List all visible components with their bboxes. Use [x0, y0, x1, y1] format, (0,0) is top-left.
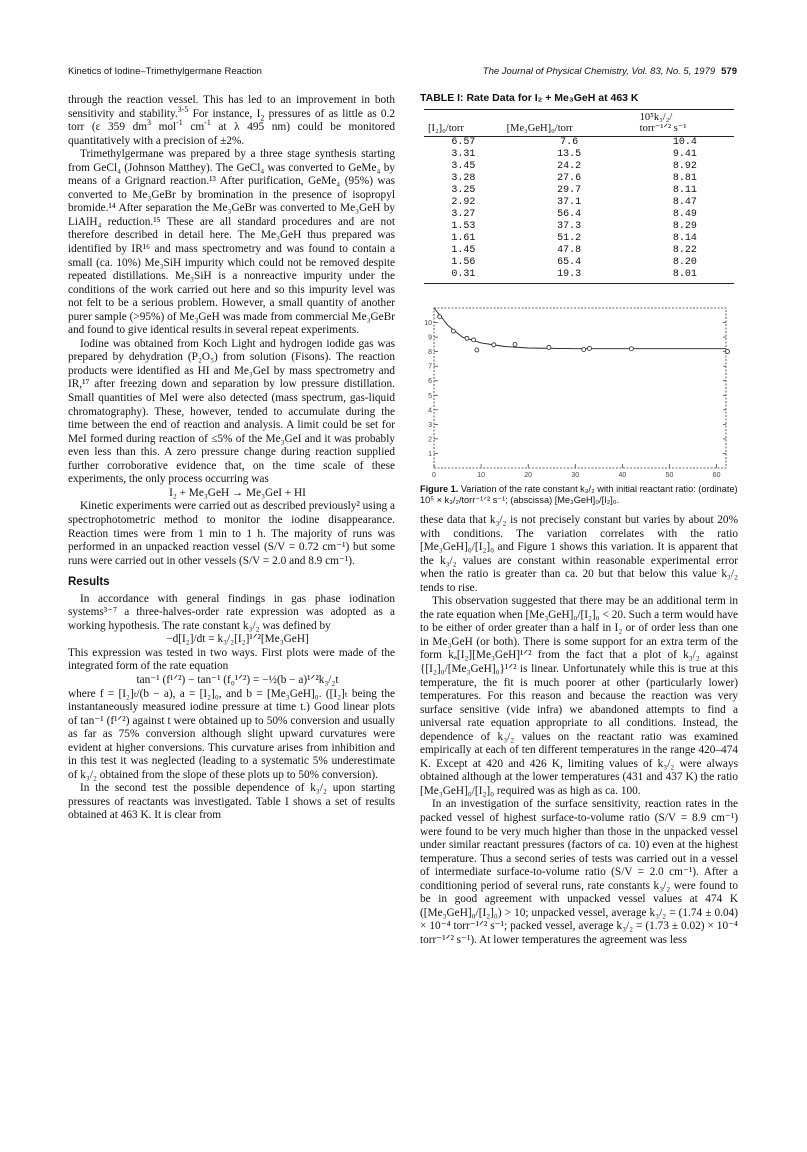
paragraph-synthesis: Trimethylgermane was prepared by a three stage synthesis starting from GeCl₄ (Johnson Matthey). The GeCl₄ was converted to GeMe₄ by means of a Grignard reaction.¹³ After purification, GeMe₄ (95%) was converted to Me₃GeBr by bromination in the presence of isopropyl bromide.¹⁴ After separation the Me₃GeBr was converted to Me₃GeH by LiAlH₄ reduction.¹⁵ These are all standard procedures and are not therefore described in detail here. The Me₃GeH thus prepared was identified by IR¹⁶ and mass spectrometry and was found to contain a small (ca. 10%) Me₃SiH impurity which could not be removed despite repeated distillations. Me₃SiH is a nonreactive impurity under the conditions of the work carried out here and so this impurity level was not felt to be a serious problem. However, a small quantity of another purer sample (>95%) of Me₃GeH was made from commercial Me₃GeBr and found to give identical results in several repeat experiments. — [68, 148, 395, 337]
table-cell: 47.8 — [557, 244, 582, 256]
figure-1-chart — [420, 296, 738, 481]
x-tick-label: 20 — [524, 471, 533, 479]
data-point — [438, 314, 442, 318]
table-cell: 2.92 — [451, 196, 476, 208]
table-cell: 8.01 — [636, 269, 734, 284]
table-cell: 65.4 — [557, 256, 582, 268]
table-row — [424, 257, 734, 269]
table-cell: 3.27 — [451, 208, 476, 220]
figure-1-caption — [420, 484, 738, 506]
data-point — [582, 347, 586, 351]
rate-data-table — [424, 109, 734, 284]
y-tick-label: 1 — [428, 450, 432, 458]
equation-rate: −d[I₂]/dt = k₃/₂[I₂]¹ᐟ²[Me₃GeH] — [166, 633, 309, 646]
table-cell: 1.56 — [451, 256, 476, 268]
x-tick-label: 50 — [665, 471, 674, 479]
table-cell: 19.3 — [503, 269, 636, 284]
table-row — [424, 245, 734, 257]
table-title: TABLE I: Rate Data for I₂ + Me₃GeH at 463 K — [420, 92, 639, 104]
running-title: Kinetics of Iodine–Trimethylgermane Reaction — [68, 66, 262, 77]
table-cell: 8.14 — [672, 232, 697, 244]
table-cell: 13.5 — [557, 148, 582, 160]
data-point — [475, 348, 479, 352]
x-tick-label: 10 — [477, 471, 485, 479]
y-tick-label: 4 — [428, 406, 432, 414]
page-number: 579 — [721, 66, 737, 77]
journal-citation — [483, 66, 737, 77]
table-cell: 3.25 — [451, 184, 476, 196]
equation-reaction: I₂ + Me₃GeH → Me₃GeI + HI — [169, 486, 306, 499]
paragraph-variation: these data that k₃/₂ is not precisely constant but varies by about 20% with conditions. The variation correlates with the ratio [Me₃GeH]₀/[I₂]₀ and Figure 1 shows this variation. It is apparent that the k₃/₂ values are constant within reasonable experimental error when the ratio is greater than ca. 20 but that below this value k₃/₂ tends to rise. — [420, 513, 738, 594]
plot-frame — [434, 308, 726, 468]
paragraph-rate-expression: In accordance with general findings in gas phase iodination systems³⁻⁷ a three-halves-order rate expression was adopted as a working hypothesis. The rate constant k₃/₂ was defined by — [68, 592, 395, 632]
data-point — [492, 342, 496, 346]
table-cell: 8.47 — [672, 196, 697, 208]
x-tick-label: 40 — [618, 471, 627, 479]
figure-caption-text: Variation of the rate constant k₃/₂ with initial reactant ratio: (ordinate) 10⁵ × k₃/₂/torr⁻¹ᐟ² s⁻¹; (abscissa) [Me₃GeH]₀/[I₂]₀. — [420, 483, 738, 505]
table-cell: 1.53 — [451, 220, 476, 232]
paragraph-definitions: where f = [I₂]ₜ/(b − a), a = [I₂]₀, and b = [Me₃GeH]₀. ([I₂]ₜ being the instantaneously measured iodine pressure at time t.) Good linear plots of tan⁻¹ (f¹ᐟ²) against t were obtained up to 50% conversion and usually as far as 75% conversion although slight upward curvatures were evident at higher conversions. This curvature arises from inhibition and in this test it was neglected (leading to a systematic 5% underestimate of k₃/₂ obtained from the slope of these plots up to 50% conversion). — [68, 687, 395, 781]
data-point — [465, 336, 469, 340]
table-row — [424, 136, 734, 149]
data-point — [451, 329, 455, 333]
data-point — [629, 346, 633, 350]
table-cell: 3.45 — [451, 160, 476, 172]
section-heading-results: Results — [68, 576, 110, 589]
figure-label: Figure 1. — [420, 483, 459, 494]
table-cell: 24.2 — [557, 160, 582, 172]
table-cell: 8.22 — [672, 244, 697, 256]
x-tick-label: 0 — [432, 471, 436, 479]
paragraph-iodine: Iodine was obtained from Koch Light and hydrogen iodide gas was prepared by dehydration (P₂O₅) from solution (Fisons). The reaction products were identified as HI and Me₃GeI by mass spectrometry and IR,¹⁷ after freezing down and separation by low pressure distillation. Small quantities of MeI were also detected (mass spectrum, gas-liquid chromatography). These, however, tended to accumulate during the time between the end of reaction and analysis. A limit could be set for MeI formed during reaction of ≤5% of the Me₃GeI and it was probably even less than this. A zero pressure change during reaction supplied further corroborative evidence that, on the time scale of these experiments, the only process occurring was — [68, 337, 395, 486]
table-row — [424, 185, 734, 197]
data-point — [547, 345, 551, 349]
equation-integrated: tan⁻¹ (f¹ᐟ²) − tan⁻¹ (f₀¹ᐟ²) = −½(b − a)¹ᐟ²k₃/₂t — [136, 673, 339, 686]
table-cell: 1.61 — [451, 232, 476, 244]
table-row — [424, 233, 734, 245]
paragraph-intro: through the reaction vessel. This has led to an improvement in both sensitivity and stability.$^{3-5}$ For instance, $I_2$ pressures of as little as 0.2 torr (ε 359 $dm^3$ mol$^{-1}$ $cm^{-1}$ at λ 495 nm) could be monitored quantitatively with a precision of ±2%. — [68, 94, 395, 147]
table-cell: 6.57 — [451, 136, 476, 148]
paragraph-kinetics: Kinetic experiments were carried out as described previously² using a spectrophotometric method to monitor the iodine disappearance. Reaction times were from 1 min to 1 h. The majority of runs was performed in an unpacked reaction vessel (S/V = 0.72 cm⁻¹) but some runs were carried out in other vessels (S/V = 2.0 and 8.9 cm⁻¹). — [68, 500, 395, 567]
paragraph-additional-term: This observation suggested that there may be an additional term in the rate equation when [Me₃GeH]₀/[I₂]₀ < 20. Such a term would have to be either of order greater than a half in I₂ or of order less than one in Me₃GeH (or both). There is some support for an extra term of the form kₐ[I₂][Me₃GeH]¹ᐟ² from the fact that a plot of k₃/₂ against {[I₂]₀/[Me₃GeH]₀}¹ᐟ² is linear. Unfortunately while this is true at this temperature, the fit is much poorer at other (particularly lower) temperatures. For this reason and because the reaction was very surface sensitive (vide infra) we abandoned attempts to find a universal rate equation appropriate to all conditions. Instead, the dependence of k₃/₂ values on the reactant ratio was examined empirically at each of ten different temperatures in the range 420–474 K. Except at 420 and 426 K, limiting values of k₃/₂ were always obtained although at the lower temperatures (431 and 437 K) the ratio [Me₃GeH]₀/[I₂]₀ required was as high as ca. 100. — [420, 595, 738, 797]
data-point — [725, 349, 729, 353]
table-row — [424, 173, 734, 185]
table-cell: 27.6 — [557, 172, 582, 184]
column-header-k32: 10⁵k₃/₂/ torr⁻¹ᐟ² s⁻¹ — [636, 109, 734, 136]
y-tick-label: 9 — [428, 334, 432, 342]
table-cell: 9.41 — [672, 148, 697, 160]
table-cell: 0.31 — [424, 269, 503, 284]
table-cell: 51.2 — [557, 232, 582, 244]
table-row — [424, 209, 734, 221]
right-column — [420, 92, 738, 947]
y-tick-label: 7 — [428, 363, 432, 371]
table-cell: 8.29 — [672, 220, 697, 232]
table-cell: 8.81 — [672, 172, 697, 184]
data-point — [472, 337, 476, 341]
table-cell: 3.31 — [451, 148, 476, 160]
x-tick-label: 30 — [571, 471, 580, 479]
y-tick-label: 2 — [428, 435, 432, 443]
table-cell: 8.49 — [672, 208, 697, 220]
table-cell: 56.4 — [557, 208, 582, 220]
table-row — [424, 149, 734, 161]
paragraph-surface: In an investigation of the surface sensitivity, reaction rates in the packed vessel of highest surface-to-volume ratio (S/V = 8.9 cm⁻¹) were found to be very much higher than those in the unpacked vessel under similar reactant pressures (factors of ca. 10) even at the highest temperature. Thus a second series of tests was carried out in a vessel of intermediate surface-to-volume ratio (S/V = 2.0 cm⁻¹). After a conditioning period of several runs, rate constants k₃/₂ were found to be in good agreement with unpacked vessel values at 474 K ([Me₃GeH]₀/[I₂]₀) > 10; unpacked vessel, average k₃/₂ = (1.74 ± 0.04) × 10⁻⁴ torr⁻¹ᐟ² s⁻¹; packed vessel, average k₃/₂ = (1.73 ± 0.02) × 10⁻⁴ torr⁻¹ᐟ² s⁻¹). At lower temperatures the agreement was less — [420, 798, 738, 946]
table-row — [424, 221, 734, 233]
paragraph-test: This expression was tested in two ways. First plots were made of the integrated form of the rate equation — [68, 646, 395, 673]
table-cell: 37.3 — [557, 220, 582, 232]
table-cell: 8.92 — [672, 160, 697, 172]
y-tick-label: 8 — [428, 348, 432, 356]
y-tick-label: 5 — [428, 392, 432, 400]
table-row — [424, 197, 734, 209]
table-cell: 10.4 — [672, 136, 697, 148]
table-row — [424, 269, 734, 284]
data-point — [513, 342, 517, 346]
paragraph-second-test: In the second test the possible dependence of k₃/₂ upon starting pressures of reactants was investigated. Table I shows a set of results obtained at 463 K. It is clear from — [68, 782, 395, 822]
x-tick-label: 60 — [712, 471, 721, 479]
table-cell: 1.45 — [451, 244, 476, 256]
left-column — [68, 94, 395, 823]
page-header — [68, 66, 737, 80]
column-header-i2: [I₂]₀/torr — [424, 109, 503, 136]
y-tick-label: 10 — [424, 319, 432, 327]
table-cell: 37.1 — [557, 196, 582, 208]
journal-name: The Journal of Physical Chemistry, Vol. 83, No. 5, 1979 — [482, 66, 716, 77]
y-tick-label: 3 — [428, 421, 432, 429]
table-cell: 8.11 — [672, 184, 697, 196]
column-header-me3geh: [Me₃GeH]₀/torr — [503, 109, 636, 136]
data-point — [587, 346, 591, 350]
table-cell: 7.6 — [560, 136, 579, 148]
y-tick-label: 6 — [428, 377, 432, 385]
table-cell: 29.7 — [557, 184, 582, 196]
fit-curve — [434, 308, 726, 349]
table-cell: 8.20 — [672, 256, 697, 268]
table-row — [424, 161, 734, 173]
table-cell: 3.28 — [451, 172, 476, 184]
